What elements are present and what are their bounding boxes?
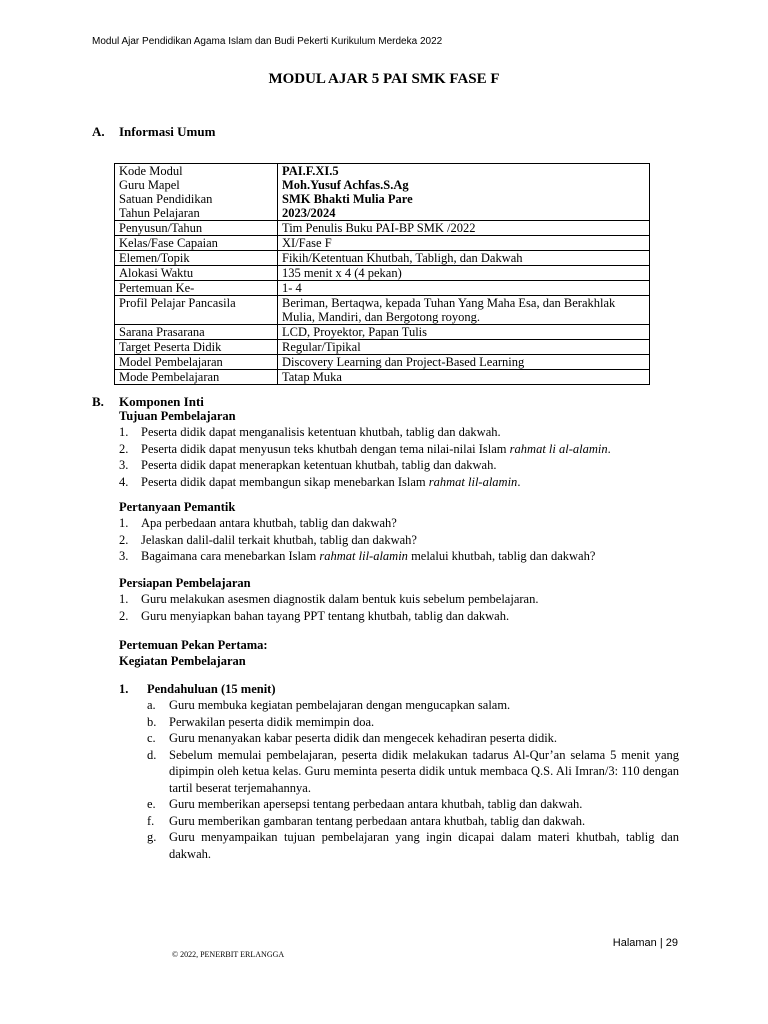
item-number: 2.: [119, 608, 129, 623]
item-number: 3.: [119, 549, 129, 563]
item-text: Guru menyiapkan bahan tayang PPT tentang khutbah, tablig dan dakwah.: [141, 608, 510, 623]
info-key: Profil Pelajar Pancasila: [115, 296, 278, 325]
info-value: Regular/Tipikal: [278, 340, 650, 355]
page-header: Modul Ajar Pendidikan Agama Islam dan Budi Pekerti Kurikulum Merdeka 2022: [92, 36, 443, 47]
item-text: Peserta didik dapat menerapkan ketentuan khutbah, tablig dan dakwah.: [141, 458, 497, 472]
info-value: Tim Penulis Buku PAI-BP SMK /2022: [278, 221, 650, 236]
info-value: LCD, Proyektor, Papan Tulis: [278, 325, 650, 340]
section-a-letter: A.: [92, 124, 105, 139]
info-row: [115, 206, 650, 221]
info-key: Alokasi Waktu: [115, 266, 278, 281]
pemantik-section: [119, 499, 679, 565]
info-value: Moh.Yusuf Achfas.S.Ag: [278, 178, 650, 192]
pertemuan-heading: Pertemuan Pekan Pertama:: [119, 638, 268, 652]
pemantik-item: [119, 515, 679, 532]
info-value: Beriman, Bertaqwa, kepada Tuhan Yang Maha Esa, dan Berakhlak Mulia, Mandiri, dan Bergotong royong.: [278, 296, 650, 325]
info-row: [115, 221, 650, 236]
item-text: Sebelum memulai pembelajaran, peserta didik melakukan tadarus Al-Qur’an selama 5 menit yang dipimpin oleh ketua kelas. Guru meminta peserta didik untuk membaca Q.S. Ali Imran/3: 110 dengan tartil beserat terjemahannya.: [169, 747, 679, 795]
pemantik-item: [119, 532, 679, 549]
item-text: Guru memberikan apersepsi tentang perbedaan antara khutbah, tablig dan dakwah.: [169, 797, 583, 811]
section-b-title: Komponen Inti: [119, 394, 204, 409]
pendahuluan-item: [147, 714, 679, 731]
pendahuluan-item: [147, 813, 679, 830]
info-row: [115, 296, 650, 325]
item-letter: f.: [147, 813, 155, 828]
info-key: Guru Mapel: [115, 178, 278, 192]
persiapan-heading: Persiapan Pembelajaran: [119, 576, 251, 590]
item-letter: c.: [147, 731, 156, 745]
info-value: SMK Bhakti Mulia Pare: [278, 192, 650, 206]
section-a-title: Informasi Umum: [119, 124, 216, 139]
info-row: [115, 325, 650, 340]
info-key: Penyusun/Tahun: [115, 221, 278, 236]
info-value: Discovery Learning dan Project-Based Learning: [278, 355, 650, 370]
item-text: Peserta didik dapat menyusun teks khutbah dengan tema nilai-nilai Islam: [141, 441, 510, 456]
item-text: Guru menyampaikan tujuan pembelajaran yang ingin dicapai dalam materi khutbah, tablig dan dakwah.: [169, 830, 679, 861]
item-letter: a.: [147, 698, 156, 712]
info-value: 2023/2024: [278, 206, 650, 221]
item-text: Perwakilan peserta didik memimpin doa.: [169, 714, 375, 729]
kegiatan-heading: Kegiatan Pembelajaran: [119, 654, 246, 668]
item-text: Bagaimana cara menebarkan Islam: [141, 549, 320, 563]
item-number: 2.: [119, 441, 129, 456]
section-a-heading: [92, 124, 215, 140]
info-key: Kode Modul: [115, 164, 278, 179]
pemantik-list: [119, 515, 679, 565]
tujuan-item: [119, 441, 679, 458]
persiapan-section: [119, 575, 679, 624]
pendahuluan-item: [147, 730, 679, 747]
info-value: 1- 4: [278, 281, 650, 296]
item-italic-text: rahmat li al-alamin: [509, 441, 608, 456]
info-row: [115, 281, 650, 296]
document-title: MODUL AJAR 5 PAI SMK FASE F: [268, 71, 500, 87]
item-text: Guru memberikan gambaran tentang perbedaan antara khutbah, tablig dan dakwah.: [169, 813, 586, 828]
tujuan-list: [119, 424, 679, 490]
item-letter: b.: [147, 714, 157, 729]
item-letter: d.: [147, 747, 157, 762]
item-number: 2.: [119, 532, 129, 547]
item-text: Peserta didik dapat membangun sikap menebarkan Islam: [141, 474, 429, 489]
info-key: Tahun Pelajaran: [115, 206, 278, 221]
item-italic-text: rahmat lil-alamin: [319, 549, 408, 563]
persiapan-item: [119, 591, 679, 608]
section-b-letter: B.: [92, 394, 104, 409]
pendahuluan-list: [119, 697, 679, 862]
info-row: [115, 370, 650, 385]
pemantik-heading: Pertanyaan Pemantik: [119, 500, 236, 514]
info-key: Elemen/Topik: [115, 251, 278, 266]
info-row: [115, 251, 650, 266]
info-key: Kelas/Fase Capaian: [115, 236, 278, 251]
info-table: [114, 163, 650, 385]
info-value: Fikih/Ketentuan Khutbah, Tabligh, dan Dakwah: [278, 251, 650, 266]
pendahuluan-item: [147, 796, 679, 813]
tujuan-section: [119, 408, 679, 490]
page-number: Halaman | 29: [612, 937, 678, 949]
item-text: Jelaskan dalil-dalil terkait khutbah, tablig dan dakwah?: [141, 532, 417, 547]
item-number: 1.: [119, 592, 129, 606]
info-key: Target Peserta Didik: [115, 340, 278, 355]
tujuan-item: [119, 457, 679, 474]
info-value: Tatap Muka: [278, 370, 650, 385]
item-text-tail: melalui khutbah, tablig dan dakwah?: [407, 549, 596, 563]
info-row: [115, 266, 650, 281]
item-number: 1.: [119, 516, 129, 530]
pendahuluan-item: [147, 747, 679, 797]
pendahuluan-title: Pendahuluan (15 menit): [147, 682, 276, 696]
info-row: [115, 164, 650, 179]
item-number: 4.: [119, 474, 129, 489]
info-value: PAI.F.XI.5: [278, 164, 650, 179]
copyright-footer: © 2022, PENERBIT ERLANGGA: [172, 950, 285, 959]
pendahuluan-number: 1.: [119, 682, 129, 696]
item-text: Guru menanyakan kabar peserta didik dan mengecek kehadiran peserta didik.: [169, 731, 558, 745]
info-row: [115, 192, 650, 206]
info-key: Satuan Pendidikan: [115, 192, 278, 206]
pendahuluan-heading: [119, 681, 679, 697]
tujuan-item: [119, 474, 679, 491]
info-key: Model Pembelajaran: [115, 355, 278, 370]
info-row: [115, 236, 650, 251]
pemantik-item: [119, 548, 679, 565]
pendahuluan-item: [147, 697, 679, 714]
persiapan-item: [119, 608, 679, 625]
pertemuan-section: [119, 637, 679, 669]
item-number: 1.: [119, 425, 129, 439]
item-text: Apa perbedaan antara khutbah, tablig dan dakwah?: [141, 516, 397, 530]
info-value: 135 menit x 4 (4 pekan): [278, 266, 650, 281]
item-text-tail: .: [607, 441, 611, 456]
info-key: Sarana Prasarana: [115, 325, 278, 340]
info-key: Pertemuan Ke-: [115, 281, 278, 296]
pendahuluan-section: [119, 681, 679, 862]
pendahuluan-item: [147, 829, 679, 862]
persiapan-list: [119, 591, 679, 624]
item-number: 3.: [119, 458, 129, 472]
item-text: Guru membuka kegiatan pembelajaran dengan mengucapkan salam.: [169, 698, 511, 712]
info-row: [115, 178, 650, 192]
info-value: XI/Fase F: [278, 236, 650, 251]
tujuan-heading: Tujuan Pembelajaran: [119, 409, 236, 423]
info-key: Mode Pembelajaran: [115, 370, 278, 385]
item-text: Guru melakukan asesmen diagnostik dalam bentuk kuis sebelum pembelajaran.: [141, 592, 539, 606]
item-letter: g.: [147, 830, 157, 844]
item-text: Peserta didik dapat menganalisis ketentuan khutbah, tablig dan dakwah.: [141, 425, 501, 439]
item-italic-text: rahmat lil-alamin: [428, 474, 518, 489]
info-row: [115, 355, 650, 370]
info-row: [115, 340, 650, 355]
tujuan-item: [119, 424, 679, 441]
item-text-tail: .: [517, 474, 521, 489]
item-letter: e.: [147, 797, 156, 811]
